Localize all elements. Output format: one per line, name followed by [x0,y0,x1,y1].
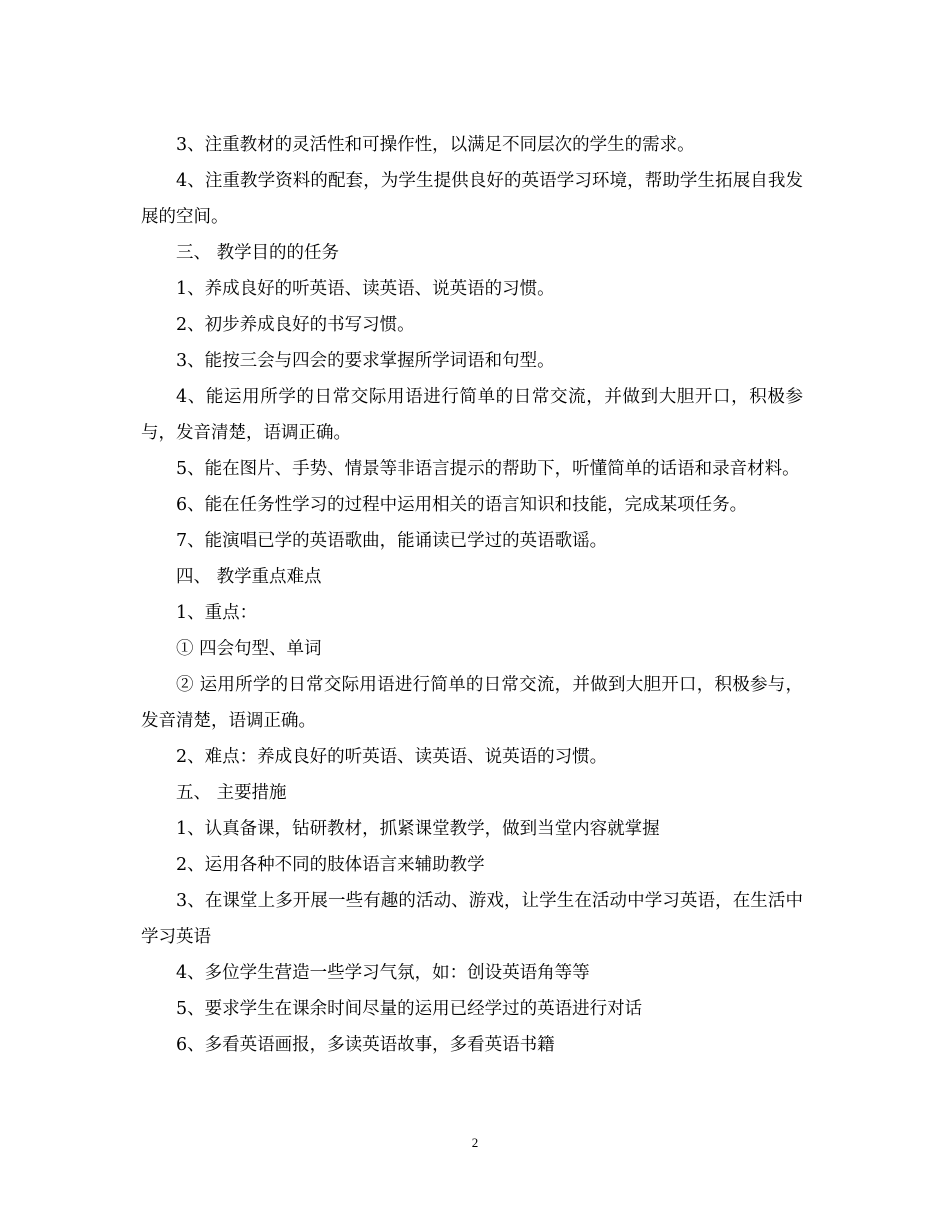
paragraph: 4、能运用所学的日常交际用语进行简单的日常交流，并做到大胆开口，积极参与，发音清楚，语调正确。 [141,387,803,443]
document-body [141,127,803,1063]
paragraph: 3、注重教材的灵活性和可操作性，以满足不同层次的学生的需求。 [176,135,695,155]
paragraph: ① 四会句型、单词 [176,639,322,659]
section-heading: 三、 教学目的的任务 [176,243,340,263]
paragraph: 4、注重教学资料的配套，为学生提供良好的英语学习环境，帮助学生拓展自我发展的空间。 [141,171,803,227]
paragraph: 2、运用各种不同的肢体语言来辅助教学 [176,855,485,875]
paragraph: 2、初步养成良好的书写习惯。 [176,315,415,335]
paragraph: 1、重点： [176,603,258,623]
section-heading: 五、 主要措施 [176,783,287,803]
paragraph: 3、能按三会与四会的要求掌握所学词语和句型。 [176,351,555,371]
paragraph: 1、养成良好的听英语、读英语、说英语的习惯。 [176,279,555,299]
paragraph: 1、认真备课，钻研教材，抓紧课堂教学，做到当堂内容就掌握 [176,819,660,839]
paragraph: 6、能在任务性学习的过程中运用相关的语言知识和技能，完成某项任务。 [176,495,748,515]
paragraph: 6、多看英语画报，多读英语故事，多看英语书籍 [176,1035,555,1055]
paragraph: 3、在课堂上多开展一些有趣的活动、游戏，让学生在活动中学习英语，在生活中学习英语 [141,891,803,947]
paragraph: 2、难点：养成良好的听英语、读英语、说英语的习惯。 [176,747,608,767]
paragraph: ② 运用所学的日常交际用语进行简单的日常交流，并做到大胆开口，积极参与，发音清楚，语调正确。 [141,675,803,731]
section-heading: 四、 教学重点难点 [176,567,322,587]
paragraph: 5、能在图片、手势、情景等非语言提示的帮助下，听懂简单的话语和录音材料。 [176,459,800,479]
paragraph: 7、能演唱已学的英语歌曲，能诵读已学过的英语歌谣。 [176,531,608,551]
page-number: 2 [471,1135,479,1150]
paragraph: 4、多位学生营造一些学习气氛，如：创设英语角等等 [176,963,590,983]
paragraph: 5、要求学生在课余时间尽量的运用已经学过的英语进行对话 [176,999,643,1019]
